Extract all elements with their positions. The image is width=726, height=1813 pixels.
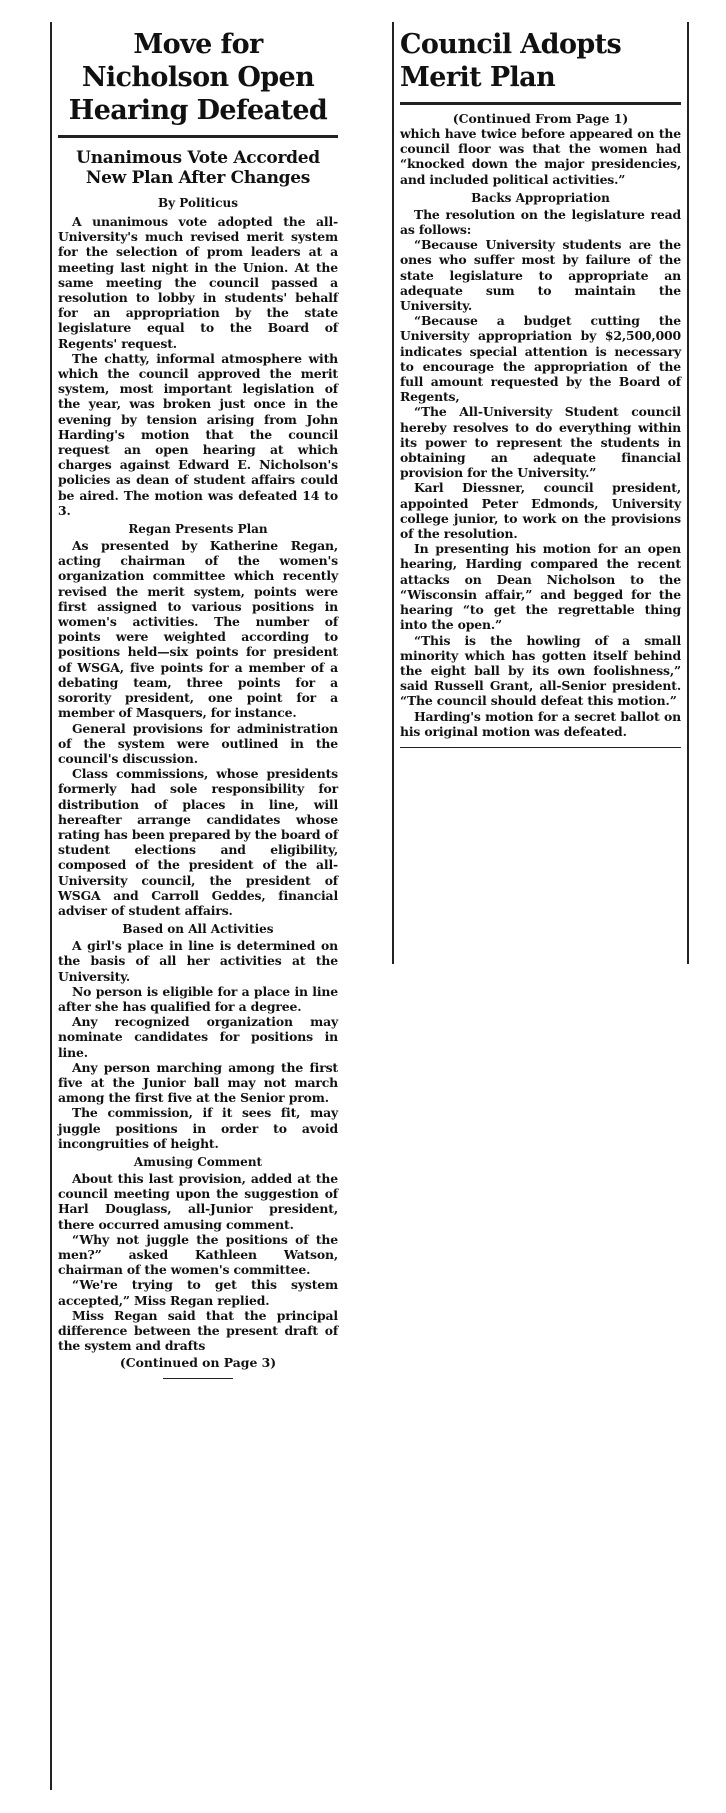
paragraph: Class commissions, whose presidents formerly had sole responsibility for distribution of places in line, will hereafter arrange candidates whose rating has been prepared by the board of student elections and eligibility, composed of the president of the all-University council, the president of WSGA and Carroll Geddes, financial adviser of student affairs. [58, 766, 338, 918]
subhead-backs-appropriation: Backs Appropriation [471, 190, 610, 205]
paragraph: Miss Regan said that the principal difference between the present draft of the system and drafts [58, 1307, 338, 1354]
paragraph: Karl Diessner, council president, appointed Peter Edmonds, University college junior, to work on the provisions of the resolution. [400, 480, 681, 542]
paragraph: General provisions for administration of the system were outlined in the council's discussion. [58, 720, 338, 766]
end-rule [163, 1378, 233, 1379]
article-body-2 [400, 207, 681, 739]
paragraph: As presented by Katherine Regan, acting chairman of the women's organization committee which recently revised the merit system, points were first assigned to various positions in women's activities. The number of points were weighted according to positions held—six points for president of WSGA, five points for a member of a debating team, three points for a sorority president, one point for a member of Masquers, for instance. [58, 538, 338, 721]
paragraph: which have twice before appeared on the council floor was that the women had “knocked down the major presidencies, and included political activities.” [400, 126, 681, 187]
left-column-article [50, 22, 344, 1790]
headline-rule [58, 135, 338, 138]
headline: Council Adopts Merit Plan [400, 29, 622, 93]
paragraph: The commission, if it sees fit, may juggle positions in order to avoid incongruities of height. [58, 1105, 338, 1151]
paragraph: Any person marching among the first five at the Junior ball may not march among the first five at the Senior prom. [58, 1059, 338, 1106]
continued-from-line: (Continued From Page 1) [452, 111, 629, 126]
paragraph: The resolution on the legislature read as follows: [400, 206, 681, 238]
article-body-1 [58, 214, 338, 518]
subhead-regan-presents-plan: Regan Presents Plan [128, 522, 268, 537]
paragraph: Any recognized organization may nominate candidates for positions in line. [58, 1014, 338, 1060]
subhead-amusing-comment: Amusing Comment [133, 1154, 263, 1169]
paragraph: “The All-University Student council hereby resolves to do everything within its power to represent the students in obtaining an adequate financial provision for the University.” [400, 404, 681, 481]
end-rule [400, 747, 681, 748]
subheadline: Unanimous Vote Accorded New Plan After Changes [76, 148, 320, 188]
headline-rule [400, 102, 681, 105]
article-body-3 [58, 938, 338, 1151]
paragraph: “Why not juggle the positions of the men?” asked Kathleen Watson, chairman of the women's committee. [58, 1231, 338, 1278]
paragraph: Harding's motion for a secret ballot on his original motion was defeated. [400, 708, 681, 739]
paragraph: A unanimous vote adopted the all-University's much revised merit system for the selection of prom leaders at a meeting last night in the Union. At the same meeting the council passed a resolution to lobby in students' behalf for an appropriation by the state legislature equal to the Board of Regents' request. [58, 214, 338, 351]
article-body-4 [58, 1171, 338, 1353]
subhead-based-on-all-activities: Based on All Activities [122, 922, 274, 937]
paragraph: “Because University students are the ones who suffer most by failure of the state legislature to appropriate an adequate sum to maintain the University. [400, 237, 681, 314]
article-body-2 [58, 538, 338, 918]
paragraph: The chatty, informal atmosphere with which the council approved the merit system, most important legislation of the year, was broken just once in the evening by tension arising from John Harding's motion that the council request an open hearing at which charges against Edward E. Nicholson's policies as dean of student affairs could be aired. The motion was defeated 14 to 3. [58, 350, 338, 518]
paragraph: “This is the howling of a small minority which has gotten itself behind the eight ball by its own foolishness,” said Russell Grant, all-Senior president. “The council should defeat this motion.” [400, 632, 681, 709]
paragraph: In presenting his motion for an open hearing, Harding compared the recent attacks on Dean Nicholson to the “Wisconsin affair,” and begged for the hearing “to get the regrettable thing into the open.” [400, 541, 681, 633]
article-body-1 [400, 126, 681, 187]
headline: Move for Nicholson Open Hearing Defeated [68, 29, 328, 126]
right-column-article [392, 22, 689, 964]
continued-on-line: (Continued on Page 3) [119, 1355, 277, 1371]
paragraph: No person is eligible for a place in line after she has qualified for a degree. [58, 983, 338, 1014]
byline: By Politicus [157, 196, 238, 210]
paragraph: “Because a budget cutting the University appropriation by $2,500,000 indicates special attention is necessary to encourage the appropriation of the full amount requested by the Board of Regents, [400, 313, 681, 405]
paragraph: A girl's place in line is determined on the basis of all her activities at the University. [58, 938, 338, 984]
paragraph: “We're trying to get this system accepted,” Miss Regan replied. [58, 1277, 338, 1308]
paragraph: About this last provision, added at the council meeting upon the suggestion of Harl Douglass, all-Junior president, there occurred amusing comment. [58, 1170, 338, 1232]
